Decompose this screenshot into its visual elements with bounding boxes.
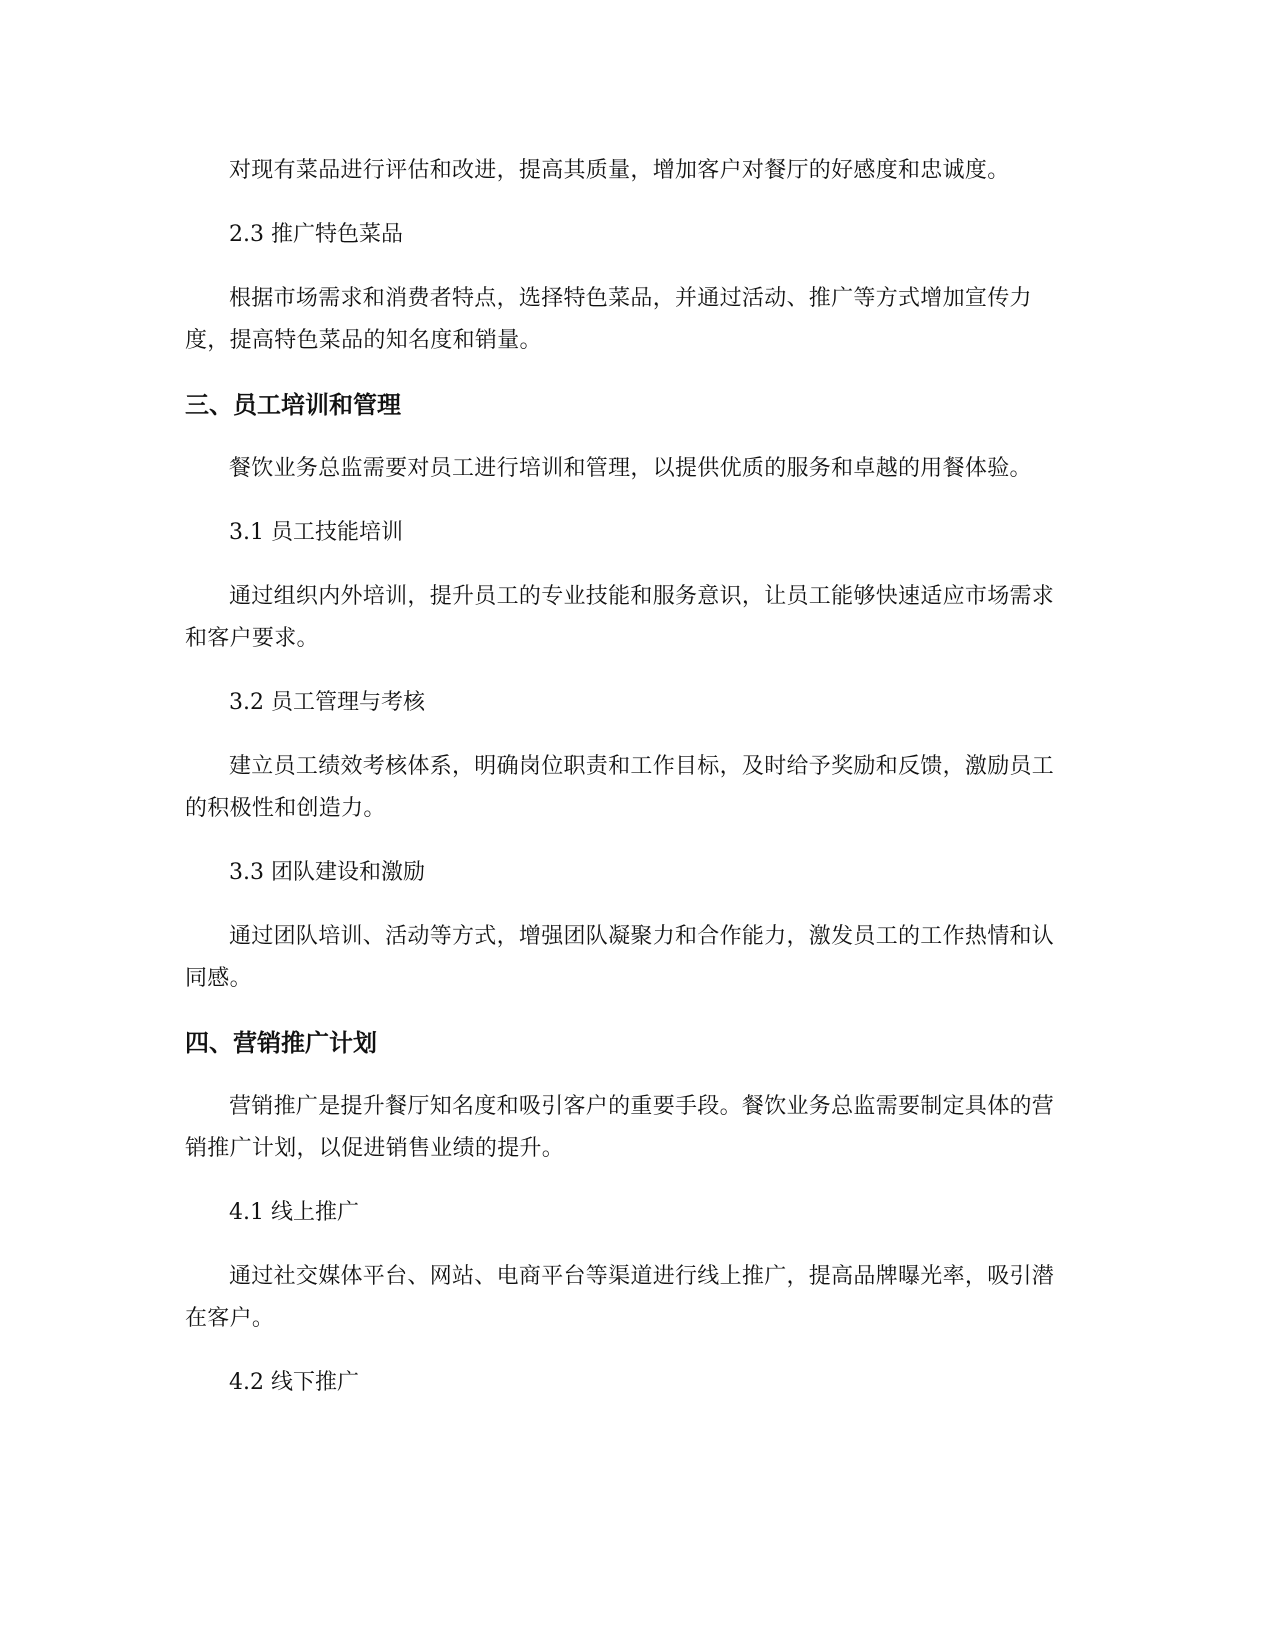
subheading-2-3: 2.3 推广特色菜品 xyxy=(229,222,403,247)
paragraph-dish-improvement: 对现有菜品进行评估和改进，提高其质量，增加客户对餐厅的好感度和忠诚度。 xyxy=(229,158,1010,183)
section-heading-4: 四、营销推广计划 xyxy=(185,1029,377,1057)
paragraph-featured-dishes: 根据市场需求和消费者特点，选择特色菜品，并通过活动、推广等方式增加宣传力度，提高特色菜品的知名度和销量。 xyxy=(185,286,1032,353)
subheading-3-3: 3.3 团队建设和激励 xyxy=(229,860,425,885)
subheading-4-1: 4.1 线上推广 xyxy=(229,1200,359,1225)
section-heading-3: 三、员工培训和管理 xyxy=(185,391,401,419)
subheading-3-2: 3.2 员工管理与考核 xyxy=(229,690,425,715)
page-content xyxy=(185,150,1075,1426)
subheading-4-2: 4.2 线下推广 xyxy=(229,1370,359,1395)
paragraph-marketing-intro: 营销推广是提升餐厅知名度和吸引客户的重要手段。餐饮业务总监需要制定具体的营销推广计划，以促进销售业绩的提升。 xyxy=(185,1094,1055,1161)
subheading-3-1: 3.1 员工技能培训 xyxy=(229,520,403,545)
paragraph-skill-training: 通过组织内外培训，提升员工的专业技能和服务意识，让员工能够快速适应市场需求和客户要求。 xyxy=(185,584,1055,651)
paragraph-staff-assessment: 建立员工绩效考核体系，明确岗位职责和工作目标，及时给予奖励和反馈，激励员工的积极性和创造力。 xyxy=(185,754,1055,821)
paragraph-online-promotion: 通过社交媒体平台、网站、电商平台等渠道进行线上推广，提高品牌曝光率，吸引潜在客户。 xyxy=(185,1264,1055,1331)
paragraph-staff-intro: 餐饮业务总监需要对员工进行培训和管理，以提供优质的服务和卓越的用餐体验。 xyxy=(229,456,1032,481)
paragraph-team-building: 通过团队培训、活动等方式，增强团队凝聚力和合作能力，激发员工的工作热情和认同感。 xyxy=(185,924,1055,991)
